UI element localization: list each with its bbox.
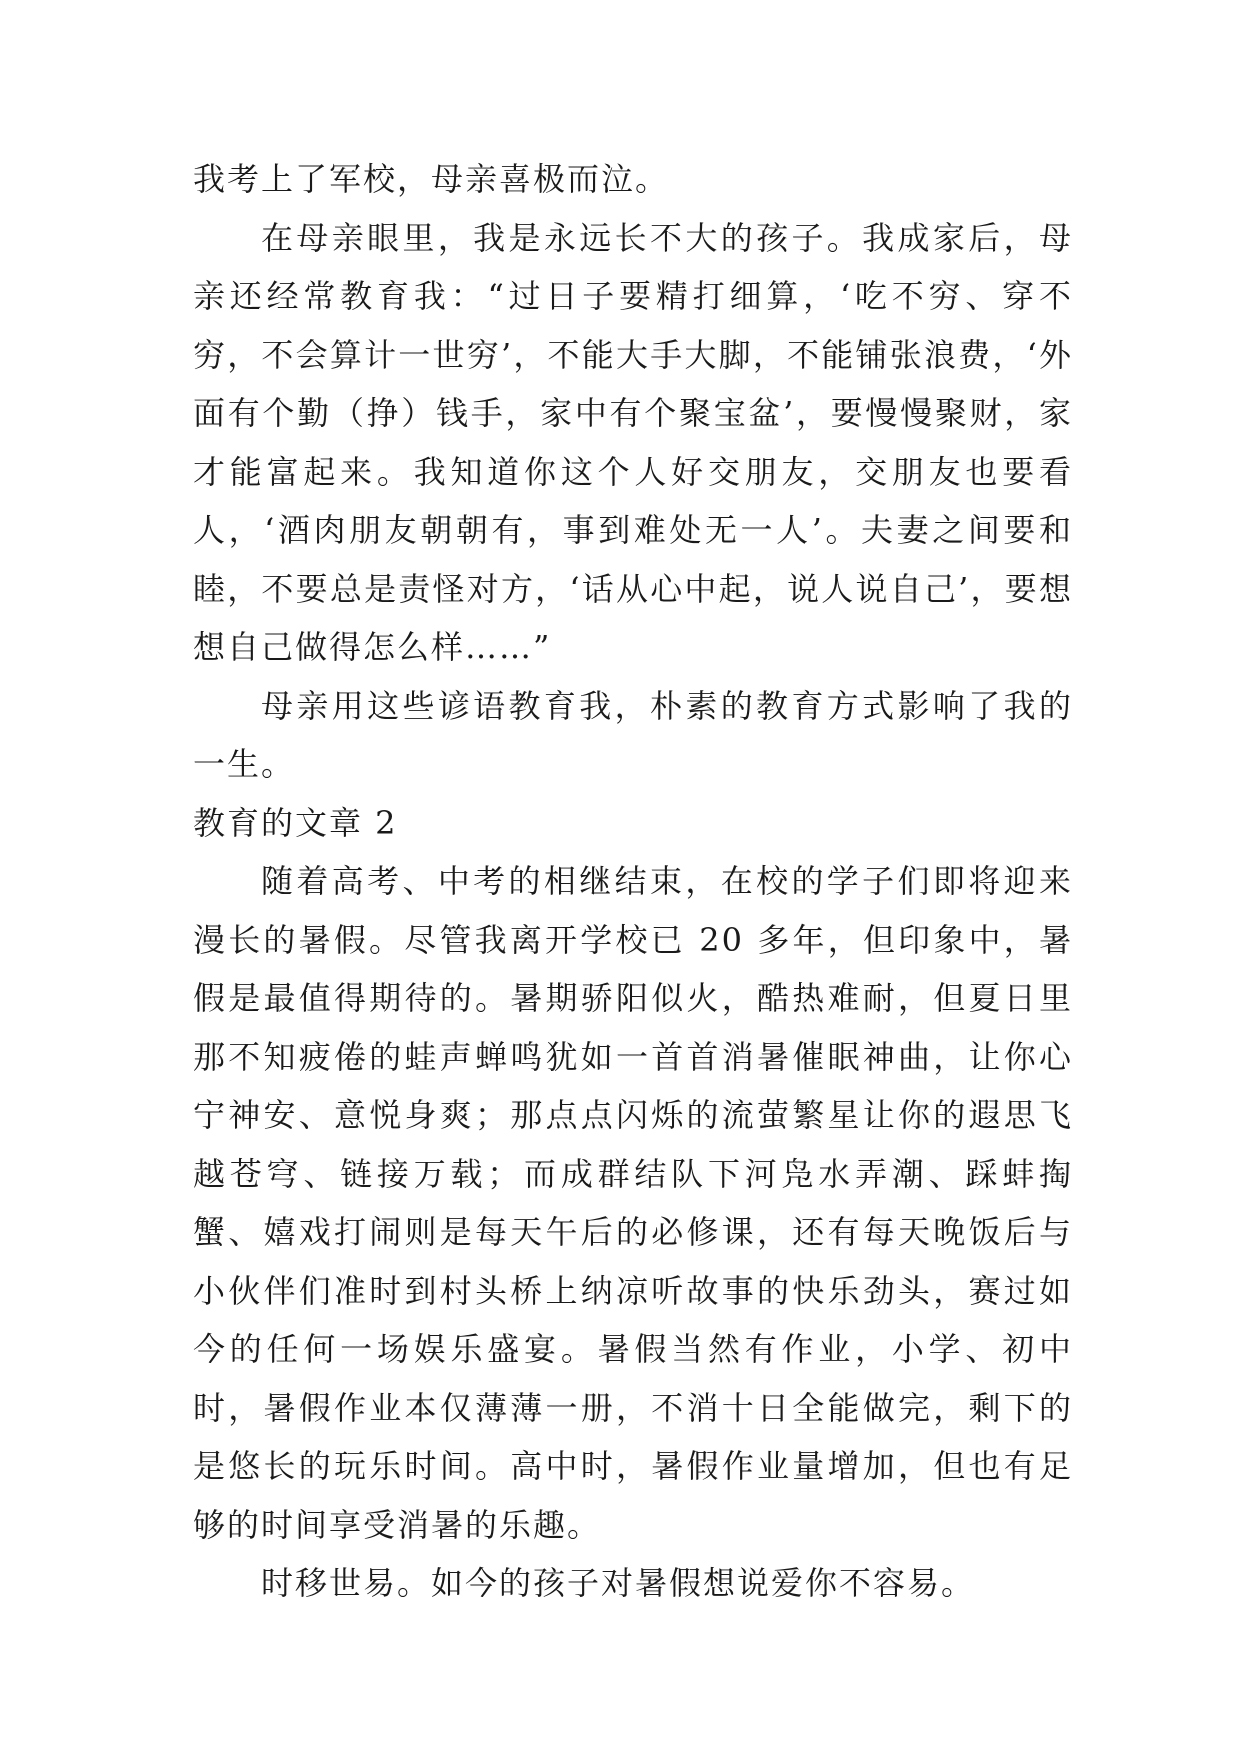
paragraph: 我考上了军校，母亲喜极而泣。 bbox=[193, 160, 670, 198]
paragraph: 在母亲眼里，我是永远长不大的孩子。我成家后，母亲还经常教育我：“过日子要精打细算，‘吃不穷、穿不穷，不会算计一世穷’，不能大手大脚，不能铺张浪费，‘外面有个勤（挣）钱手，家中有个聚宝盆’，要慢慢聚财，家才能富起来。我知道你这个人好交朋友，交朋友也要看人，‘酒肉朋友朝朝有，事到难处无一人’。夫妻之间要和睦，不要总是责怪对方，‘话从心中起，说人说自己’，要想想自己做得怎么样……” bbox=[193, 218, 1073, 666]
section-title: 教育的文章 2 bbox=[193, 803, 398, 842]
document-body bbox=[193, 150, 1073, 1613]
paragraph: 时移世易。如今的孩子对暑假想说爱你不容易。 bbox=[261, 1564, 976, 1602]
paragraph: 母亲用这些谚语教育我，朴素的教育方式影响了我的一生。 bbox=[193, 686, 1073, 783]
paragraph: 随着高考、中考的相继结束，在校的学子们即将迎来漫长的暑假。尽管我离开学校已 20 多年，但印象中，暑假是最值得期待的。暑期骄阳似火，酷热难耐，但夏日里那不知疲倦的蛙声蝉鸣犹如一首首消暑催眠神曲，让你心宁神安、意悦身爽；那点点闪烁的流萤繁星让你的遐思飞越苍穹、链接万载；而成群结队下河凫水弄潮、踩蚌掏蟹、嬉戏打闹则是每天午后的必修课，还有每天晚饭后与小伙伴们准时到村头桥上纳凉听故事的快乐劲头，赛过如今的任何一场娱乐盛宴。暑假当然有作业，小学、初中时，暑假作业本仅薄薄一册，不消十日全能做完，剩下的是悠长的玩乐时间。高中时，暑假作业量增加，但也有足够的时间享受消暑的乐趣。 bbox=[193, 862, 1073, 1544]
